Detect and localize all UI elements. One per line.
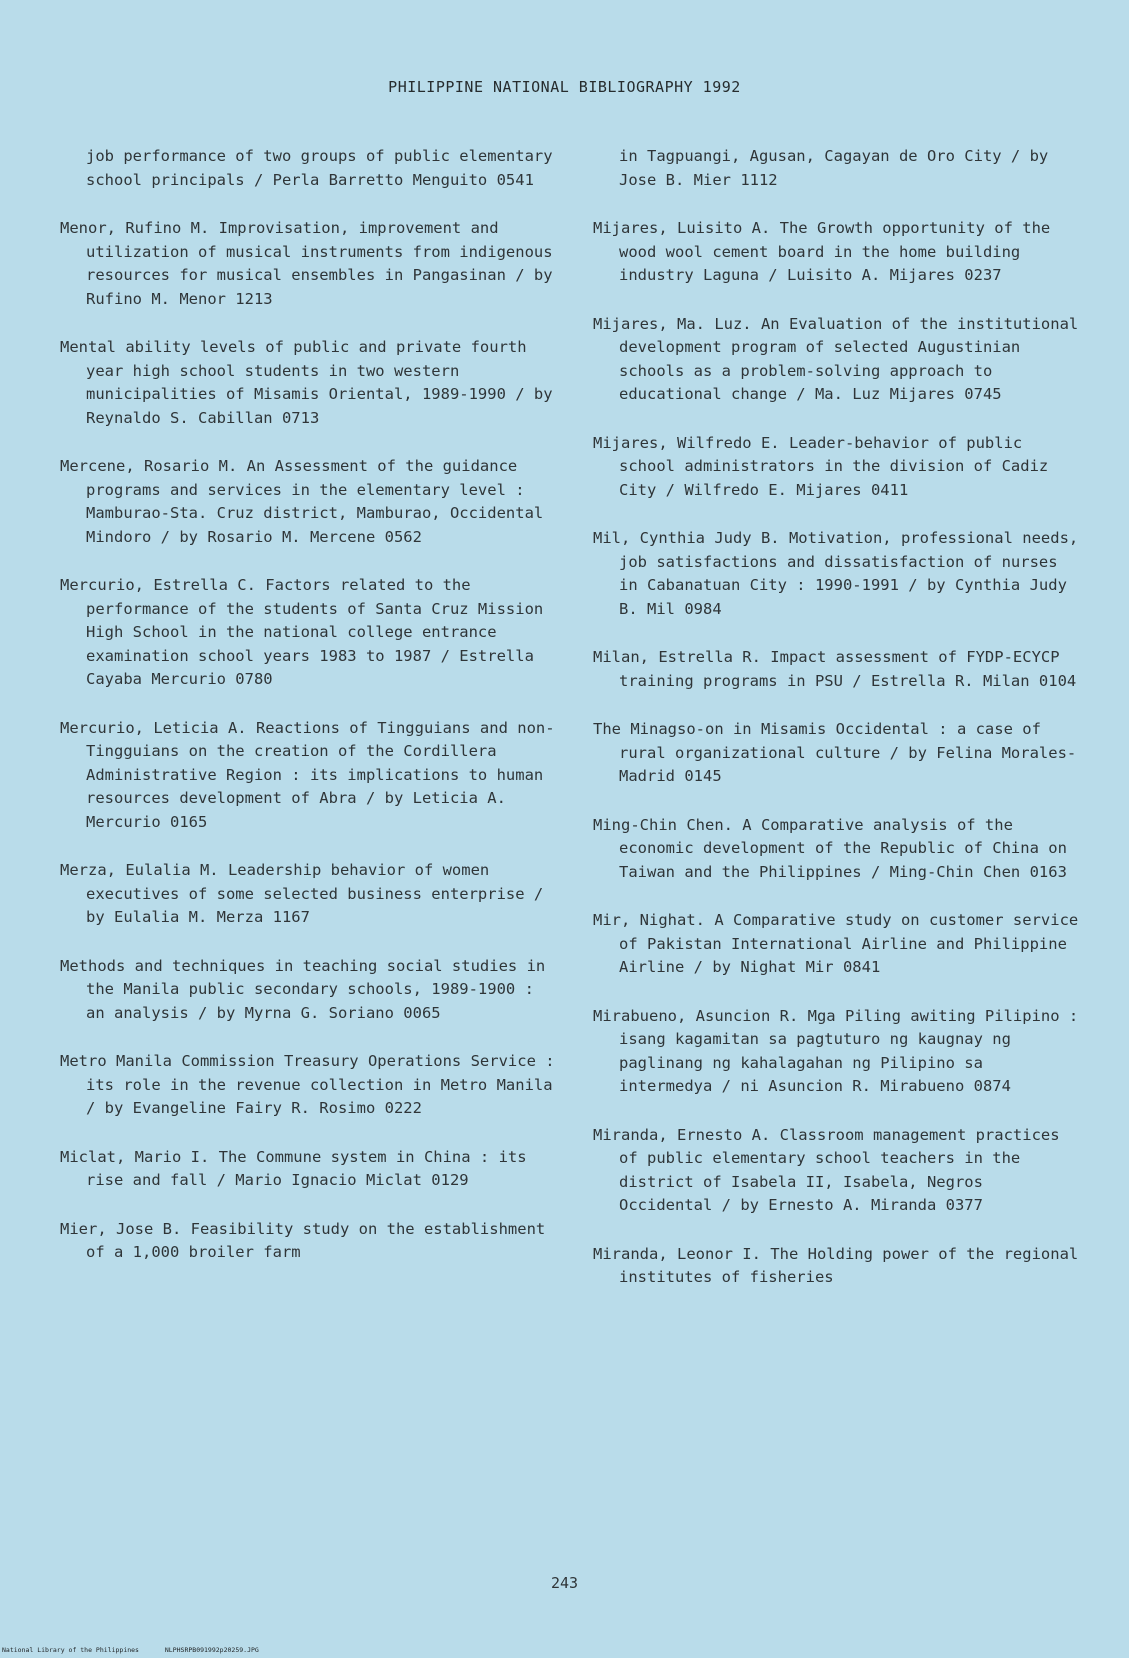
bibliography-entry: Milan, Estrella R. Impact assessment of FYDP-ECYCP training programs in PSU / Estrella R. Milan 0104 — [593, 648, 1077, 690]
bibliography-entry: Mental ability levels of public and private fourth year high school students in two western municipalities of Misamis Oriental, 1989-1990 / by Reynaldo S. Cabillan 0713 — [60, 338, 553, 427]
bibliography-entry: Miranda, Leonor I. The Holding power of the regional institutes of fisheries — [593, 1244, 1079, 1286]
left-column — [60, 145, 560, 1290]
bibliography-entry: Mirabueno, Asuncion R. Mga Piling awiting Pilipino : isang kagamitan sa pagtuturo ng kaugnay ng paglinang ng kahalagahan ng Pilipino sa intermedya / ni Asuncion R. Mirabueno 0874 — [593, 1006, 1079, 1095]
bibliography-entry: job performance of two groups of public elementary school principals / Perla Barretto Menguito 0541 — [86, 147, 553, 189]
footer-library: National Library of the Philippines — [2, 1646, 139, 1654]
bibliography-entry: Mijares, Luisito A. The Growth opportunity of the wood wool cement board in the home building industry Laguna / Luisito A. Mijares 0237 — [593, 219, 1051, 284]
bibliography-entry: Miranda, Ernesto A. Classroom management practices of public elementary school teachers in the district of Isabela II, Isabela, Negros Occidental / by Ernesto A. Miranda 0377 — [593, 1125, 1060, 1214]
bibliography-entry: Mijares, Wilfredo E. Leader-behavior of public school administrators in the division of Cadiz City / Wilfredo E. Mijares 0411 — [593, 433, 1049, 499]
page-number: 243 — [550, 1574, 579, 1592]
scan-footer — [2, 1646, 281, 1654]
bibliography-entry: Menor, Rufino M. Improvisation, improvement and utilization of musical instruments from indigenous resources for musical ensembles in Pangasinan / by Rufino M. Menor 1213 — [60, 219, 553, 308]
right-column — [593, 145, 1083, 1315]
bibliography-entry: Mercene, Rosario M. An Assessment of the guidance programs and services in the elementary level : Mamburao-Sta. Cruz district, Mamburao, Occidental Mindoro / by Rosario M. Mercene 0562 — [60, 457, 544, 546]
bibliography-entry: Mir, Nighat. A Comparative study on customer service of Pakistan International Airline and Philippine Airline / by Nighat Mir 0841 — [593, 911, 1079, 976]
bibliography-entry: Methods and techniques in teaching social studies in the Manila public secondary schools, 1989-1900 : an analysis / by Myrna G. Soriano 0065 — [60, 956, 546, 1022]
bibliography-entry: Ming-Chin Chen. A Comparative analysis of the economic development of the Republic of China on Taiwan and the Philippines / Ming-Chin Chen 0163 — [593, 815, 1067, 881]
bibliography-entry: Metro Manila Commission Treasury Operations Service : its role in the revenue collection in Metro Manila / by Evangeline Fairy R. Rosimo 0222 — [60, 1052, 555, 1117]
bibliography-entry: Mercurio, Leticia A. Reactions of Tingguians and non-Tingguians on the creation of the Cordillera Administrative Region : its implications to human resources development of Abra / by Leticia A. Mercurio 0165 — [60, 718, 555, 831]
bibliography-entry: in Tagpuangi, Agusan, Cagayan de Oro City / by Jose B. Mier 1112 — [619, 147, 1049, 189]
page-header: PHILIPPINE NATIONAL BIBLIOGRAPHY 1992 — [388, 78, 741, 96]
bibliography-entry: Mier, Jose B. Feasibility study on the establishment of a 1,000 broiler farm — [60, 1219, 546, 1261]
bibliography-entry: Mil, Cynthia Judy B. Motivation, professional needs, job satisfactions and dissatisfaction of nurses in Cabanatuan City : 1990-1991 / by Cynthia Judy B. Mil 0984 — [593, 529, 1079, 618]
bibliography-entry: Mercurio, Estrella C. Factors related to the performance of the students of Santa Cruz Mission High School in the national college entrance examination school years 1983 to 1987 / Estrella Cayaba Mercurio 0780 — [60, 576, 544, 688]
bibliography-entry: Merza, Eulalia M. Leadership behavior of women executives of some selected business enterprise / by Eulalia M. Merza 1167 — [60, 861, 544, 926]
bibliography-entry: The Minagso-on in Misamis Occidental : a case of rural organizational culture / by Felina Morales-Madrid 0145 — [593, 720, 1077, 785]
bibliography-entry: Miclat, Mario I. The Commune system in China : its rise and fall / Mario Ignacio Miclat 0129 — [60, 1147, 527, 1189]
footer-file: NLPHSRPB091992p20259.JPG — [164, 1646, 259, 1654]
bibliography-entry: Mijares, Ma. Luz. An Evaluation of the institutional development program of selected Augustinian schools as a problem-solving approach to educational change / Ma. Luz Mijares 0745 — [593, 314, 1079, 403]
